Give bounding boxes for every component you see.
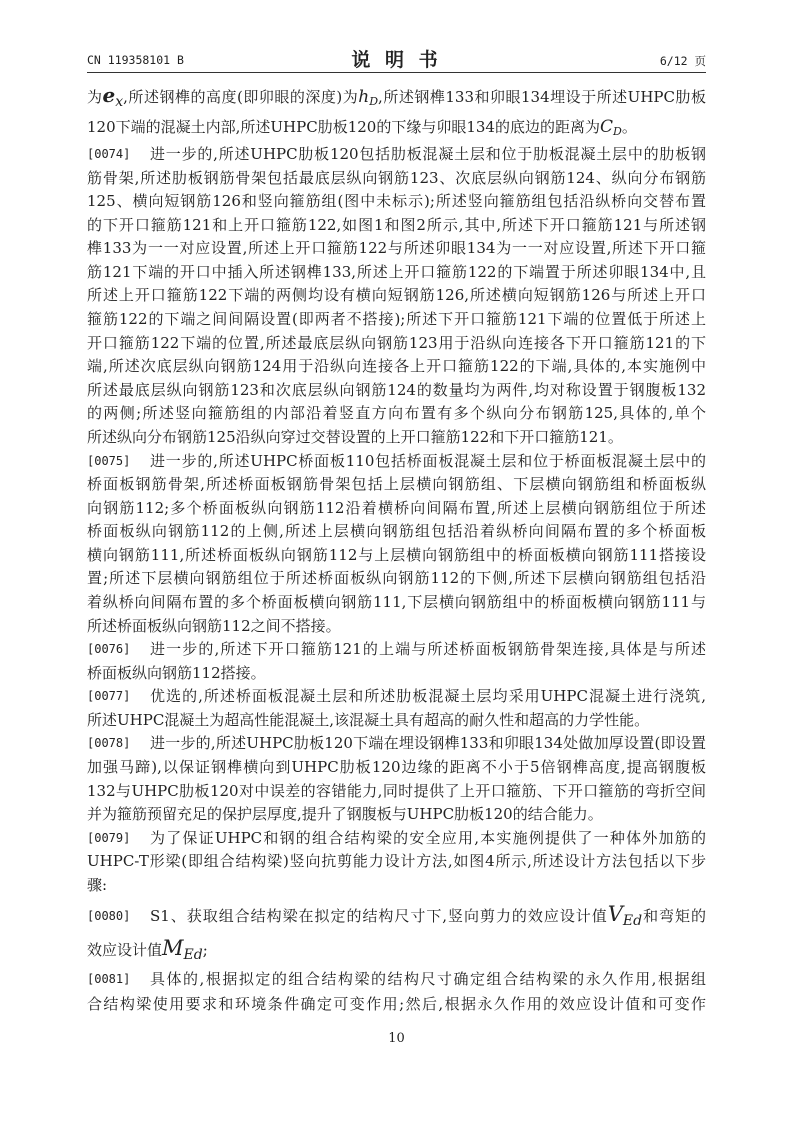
paragraph-line: 合结构梁使用要求和环境条件确定可变作用;然后,根据永久作用的效应设计值和可变作: [87, 994, 706, 1013]
math-subscript: Ed: [622, 912, 643, 929]
paragraph-line: [150, 898, 706, 935]
paragraph-line: 骤:: [87, 875, 108, 894]
paragraph-number: [0081]: [87, 971, 131, 986]
paragraph-0074: [87, 143, 706, 450]
paragraph-line: 所述最底层纵向钢筋123和次底层纵向钢筋124的数量均为两件,均对称设置于钢腹板132: [87, 380, 706, 399]
text-segment: ;: [202, 940, 208, 959]
paragraph-line: 桥面板钢筋骨架,所述桥面板钢筋骨架包括上层横向钢筋组、下层横向钢筋组和桥面板纵: [87, 475, 706, 494]
paragraph-line: 132与UHPC肋板120对中误差的容错能力,同时提供了上开口箍筋、下开口箍筋的弯折空间: [87, 781, 706, 800]
paragraph-line: 开口箍筋122下端的位置,所述最底层纵向钢筋123用于沿纵向连接各下开口箍筋121的下: [87, 333, 706, 352]
text-segment: 和弯矩的: [642, 906, 706, 925]
paragraph-line: 为了保证UHPC和钢的组合结构梁的安全应用,本实施例提供了一种体外加筋的: [150, 828, 706, 847]
paragraph-0075: [87, 450, 706, 639]
paragraph-line: 具体的,根据拟定的组合结构梁的结构尺寸确定组合结构梁的永久作用,根据组: [150, 969, 706, 988]
paragraph-line: 的两侧;所述竖向箍筋组的内部沿着竖直方向布置有多个纵向分布钢筋125,具体的,单个: [87, 404, 706, 423]
paragraph-0079: [87, 827, 706, 898]
continuation-paragraph: [87, 82, 706, 143]
math-base: e: [102, 83, 116, 107]
math-base: M: [162, 935, 184, 960]
paragraph-0080: [87, 898, 706, 966]
paragraph-line: 筋骨架,所述肋板钢筋骨架包括最底层纵向钢筋123、次底层纵向钢筋124、纵向分布钢筋: [87, 168, 706, 187]
math-c-d: [600, 118, 622, 136]
paragraph-line: 榫133为一一对应设置,所述上开口箍筋122与所述卯眼134为一一对应设置,所述下开口箍: [87, 239, 706, 258]
paragraph-line: 桥面板纵向钢筋112搭接。: [87, 663, 266, 682]
paragraph-line: 置;所述下层横向钢筋组位于所述桥面板纵向钢筋112的下侧,所述下层横向钢筋组包括沿: [87, 569, 706, 588]
continuation-line-1: [87, 82, 706, 112]
text-segment: 效应设计值: [87, 940, 163, 959]
document-title: 说 明 书: [351, 49, 442, 71]
description-body: [87, 82, 706, 1016]
text-segment: S1、获取组合结构梁在拟定的结构尺寸下,竖向剪力的效应设计值: [150, 906, 608, 925]
paragraph-line: 优选的,所述桥面板混凝土层和所述肋板混凝土层均采用UHPC混凝土进行浇筑,: [150, 687, 706, 706]
paragraph-line: 向钢筋112;多个桥面板纵向钢筋112沿着横桥向间隔布置,所述上层横向钢筋组位于所述: [87, 498, 706, 517]
paragraph-line: 的下开口箍筋121和上开口箍筋122,如图1和图2所示,其中,所述下开口箍筋121与所述钢: [87, 215, 706, 234]
paragraph-0076: [87, 638, 706, 685]
paragraph-number: [0074]: [87, 147, 131, 161]
text-segment: ,所述钢榫的高度(即卯眼的深度)为: [123, 88, 359, 106]
math-v-ed: [607, 901, 643, 929]
paragraph-line: 所述UHPC混凝土为超高性能混凝土,该混凝土具有超高的耐久性和超高的力学性能。: [87, 710, 650, 729]
paragraph-line: 所述桥面板纵向钢筋112之间不搭接。: [87, 616, 341, 635]
text-segment: ,所述钢榫133和卯眼134埋设于所述UHPC肋板: [378, 88, 706, 106]
paragraph-line: 着纵桥向间隔布置的多个桥面板横向钢筋111,下层横向钢筋组中的桥面板横向钢筋111与: [87, 592, 706, 611]
paragraph-line: 进一步的,所述下开口箍筋121的上端与所述桥面板钢筋骨架连接,具体是与所述: [150, 640, 706, 659]
paragraph-line: [87, 935, 706, 966]
math-m-ed: [162, 935, 203, 963]
paragraph-line: 所述纵向分布钢筋125沿纵向穿过交替设置的上开口箍筋122和下开口箍筋121。: [87, 427, 623, 446]
paragraph-number: [0076]: [87, 642, 131, 657]
text-segment: 。: [621, 118, 637, 136]
paragraph-line: 125、横向短钢筋126和竖向箍筋组(图中未标示);所述竖向箍筋组包括沿纵桥向交替布置: [87, 192, 706, 211]
paragraph-0077: [87, 685, 706, 732]
paragraph-line: 桥面板纵向钢筋112的上侧,所述上层横向钢筋组包括沿着纵桥向间隔布置的多个桥面板: [87, 522, 706, 541]
math-base: h: [358, 87, 370, 107]
math-base: V: [607, 901, 623, 926]
paragraph-line: 进一步的,所述UHPC肋板120包括肋板混凝土层和位于肋板混凝土层中的肋板钢: [150, 145, 706, 163]
paragraph-number: [0077]: [87, 689, 131, 704]
paragraph-line: 进一步的,所述UHPC肋板120下端在埋设钢榫133和卯眼134处做加厚设置(即设置: [150, 734, 706, 753]
page-number: 10: [388, 1031, 405, 1046]
paragraph-line: 箍筋122的下端之间间隔设置(即两者不搭接);所述下开口箍筋121下端的位置低于所述上: [87, 310, 706, 329]
math-subscript: D: [369, 95, 379, 108]
paragraph-line: 进一步的,所述UHPC桥面板110包括桥面板混凝土层和位于桥面板混凝土层中的: [150, 451, 706, 470]
paragraph-line: 并为箍筋预留充足的保护层厚度,提升了钢腹板与UHPC肋板120的结合能力。: [87, 805, 603, 824]
page-header: [87, 44, 706, 73]
math-subscript: Ed: [183, 946, 203, 963]
continuation-line-2: [87, 112, 706, 143]
paragraph-number: [0079]: [87, 830, 131, 845]
page-count: 6/12 页: [659, 54, 706, 68]
paragraph-line: 筋121下端的开口中插入所述钢榫133,所述上开口箍筋122的下端置于所述卯眼134中,且: [87, 262, 706, 281]
paragraph-line: UHPC-T形梁(即组合结构梁)竖向抗剪能力设计方法,如图4所示,所述设计方法包括以下步: [87, 852, 706, 871]
paragraph-number: [0075]: [87, 453, 131, 468]
paragraph-0081: [87, 966, 706, 1017]
paragraph-0078: [87, 732, 706, 826]
math-subscript: D: [612, 125, 622, 138]
paragraph-number: [0078]: [87, 736, 131, 751]
math-h-d: [358, 88, 378, 106]
paragraph-line: 端,所述次底层纵向钢筋124用于沿纵向连接各上开口箍筋122的下端,具体的,本实施例中: [87, 357, 706, 376]
math-e-x: [102, 83, 124, 110]
text-segment: 为: [87, 88, 103, 106]
paragraph-number: [0080]: [87, 908, 131, 923]
paragraph-line: 所述上开口箍筋122下端的两侧均设有横向短钢筋126,所述横向短钢筋126与所述上开口: [87, 286, 706, 305]
patent-number: CN 119358101 B: [87, 53, 184, 67]
text-segment: 120下端的混凝土内部,所述UHPC肋板120的下缘与卯眼134的底边的距离为: [87, 118, 600, 136]
paragraph-line: 加强马蹄),以保证钢榫横向到UHPC肋板120边缘的距离不小于5倍钢榫高度,提高钢腹板: [87, 758, 706, 777]
math-base: C: [599, 117, 613, 137]
math-subscript: x: [115, 94, 124, 110]
paragraph-line: 横向钢筋111,所述桥面板纵向钢筋112与上层横向钢筋组中的桥面板横向钢筋111搭接设: [87, 545, 706, 564]
